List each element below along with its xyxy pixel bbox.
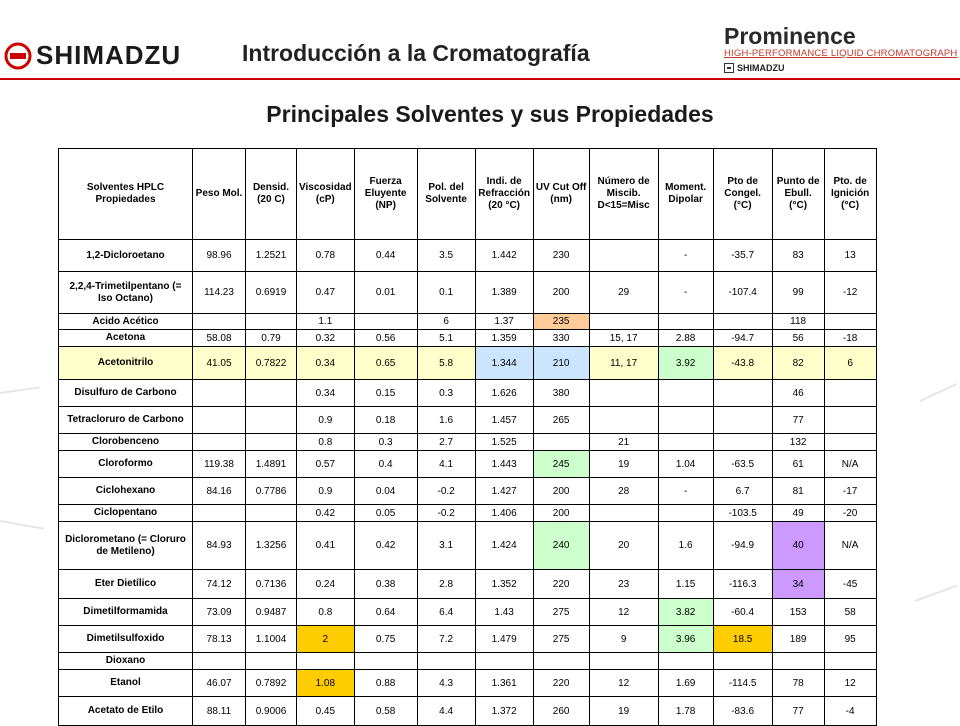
table-cell: 275	[533, 599, 589, 626]
table-cell: 245	[533, 451, 589, 478]
table-cell	[354, 653, 417, 670]
table-cell: 1.352	[475, 570, 533, 599]
table-cell: 1.443	[475, 451, 533, 478]
table-cell: -18	[824, 330, 876, 347]
table-cell	[297, 653, 355, 670]
table-cell	[658, 434, 713, 451]
table-row	[59, 522, 877, 570]
table-cell	[713, 314, 772, 330]
header-divider	[0, 78, 960, 80]
table-cell	[417, 653, 475, 670]
table-cell: -107.4	[713, 272, 772, 314]
table-cell: 0.7892	[246, 670, 297, 697]
shimadzu-mini-icon	[724, 63, 734, 73]
table-cell	[713, 380, 772, 407]
table-cell: 78.13	[193, 626, 246, 653]
table-cell	[589, 653, 658, 670]
table-cell: 0.24	[297, 570, 355, 599]
table-cell	[589, 240, 658, 272]
table-cell: 0.15	[354, 380, 417, 407]
table-cell: 0.41	[297, 522, 355, 570]
table-cell: 2.88	[658, 330, 713, 347]
table-cell: 1.69	[658, 670, 713, 697]
table-cell: -94.9	[713, 522, 772, 570]
table-cell	[246, 434, 297, 451]
table-cell	[533, 434, 589, 451]
table-cell: 3.92	[658, 347, 713, 380]
table-cell: 1.372	[475, 697, 533, 726]
table-cell: 0.4	[354, 451, 417, 478]
table-cell: -60.4	[713, 599, 772, 626]
background-streak	[920, 383, 957, 402]
table-cell: 0.38	[354, 570, 417, 599]
solvent-name: Tetracloruro de Carbono	[59, 407, 193, 434]
table-cell: 83	[772, 240, 824, 272]
table-cell: 330	[533, 330, 589, 347]
column-header: Pto. de Ignición (°C)	[824, 149, 876, 240]
page-title-text: Principales Solventes y sus Propiedades	[266, 101, 714, 127]
solvent-name: Ciclohexano	[59, 478, 193, 505]
table-cell: 0.64	[354, 599, 417, 626]
table-cell: 200	[533, 478, 589, 505]
table-cell	[193, 407, 246, 434]
table-cell: -0.2	[417, 505, 475, 522]
shimadzu-logo-icon	[4, 42, 32, 70]
table-cell: 21	[589, 434, 658, 451]
table-cell	[824, 407, 876, 434]
table-cell: -4	[824, 697, 876, 726]
table-cell	[713, 407, 772, 434]
table-cell: 61	[772, 451, 824, 478]
table-cell: 1.15	[658, 570, 713, 599]
table-cell: 1.479	[475, 626, 533, 653]
table-cell: 3.96	[658, 626, 713, 653]
table-cell: 1.6	[417, 407, 475, 434]
table-cell: 0.18	[354, 407, 417, 434]
table-row	[59, 599, 877, 626]
table-cell	[246, 407, 297, 434]
table-cell: 6	[824, 347, 876, 380]
table-cell: 0.34	[297, 380, 355, 407]
table-cell	[713, 653, 772, 670]
solvent-name: Dioxano	[59, 653, 193, 670]
table-cell: -12	[824, 272, 876, 314]
table-cell: -103.5	[713, 505, 772, 522]
table-cell: 0.8	[297, 599, 355, 626]
table-row	[59, 478, 877, 505]
table-cell: 0.42	[354, 522, 417, 570]
table-cell: 19	[589, 451, 658, 478]
background-streak	[0, 386, 40, 394]
column-header: Punto de Ebull. (°C)	[772, 149, 824, 240]
shimadzu-logo	[4, 40, 181, 71]
column-header: Indi. de Refracción (20 °C)	[475, 149, 533, 240]
solvent-name: Dimetilsulfoxido	[59, 626, 193, 653]
table-cell: 380	[533, 380, 589, 407]
table-cell	[824, 314, 876, 330]
table-cell: -63.5	[713, 451, 772, 478]
table-cell: 265	[533, 407, 589, 434]
table-cell: 1.37	[475, 314, 533, 330]
table-cell: -0.2	[417, 478, 475, 505]
table-cell: 6	[417, 314, 475, 330]
table-cell: -116.3	[713, 570, 772, 599]
table-cell: -35.7	[713, 240, 772, 272]
table-cell: 29	[589, 272, 658, 314]
table-row	[59, 626, 877, 653]
table-cell: 46.07	[193, 670, 246, 697]
solvent-name: Ciclopentano	[59, 505, 193, 522]
table-cell: 0.42	[297, 505, 355, 522]
table-cell: 82	[772, 347, 824, 380]
table-cell: N/A	[824, 451, 876, 478]
table-cell: 58.08	[193, 330, 246, 347]
table-cell: 114.23	[193, 272, 246, 314]
table-cell: 119.38	[193, 451, 246, 478]
table-cell: -	[658, 272, 713, 314]
table-cell: 1.78	[658, 697, 713, 726]
table-cell: 0.75	[354, 626, 417, 653]
table-cell	[658, 505, 713, 522]
table-cell: 7.2	[417, 626, 475, 653]
table-cell: 58	[824, 599, 876, 626]
table-cell: 0.34	[297, 347, 355, 380]
page-title	[0, 101, 960, 128]
table-cell: 1.4891	[246, 451, 297, 478]
table-cell: -83.6	[713, 697, 772, 726]
table-cell: -	[658, 478, 713, 505]
prominence-logo	[724, 24, 957, 73]
table-cell	[193, 380, 246, 407]
table-row	[59, 570, 877, 599]
table-cell: 200	[533, 505, 589, 522]
table-cell: 189	[772, 626, 824, 653]
table-row	[59, 434, 877, 451]
table-cell: 1.406	[475, 505, 533, 522]
table-cell: 1.442	[475, 240, 533, 272]
table-cell: 2	[297, 626, 355, 653]
header-title: Introducción a la Cromatografía	[242, 40, 590, 66]
table-row	[59, 330, 877, 347]
column-header: Número de Miscib. D<15=Misc	[589, 149, 658, 240]
table-cell: 77	[772, 407, 824, 434]
table-cell: 18.5	[713, 626, 772, 653]
table-cell: 118	[772, 314, 824, 330]
table-cell: 240	[533, 522, 589, 570]
table-cell	[658, 380, 713, 407]
table-cell: 84.93	[193, 522, 246, 570]
table-cell: 132	[772, 434, 824, 451]
table-cell: 84.16	[193, 478, 246, 505]
solvent-name: Acetonitrilo	[59, 347, 193, 380]
table-cell: 81	[772, 478, 824, 505]
table-cell: 4.3	[417, 670, 475, 697]
table-cell	[713, 434, 772, 451]
table-cell: 1.525	[475, 434, 533, 451]
table-cell: 46	[772, 380, 824, 407]
table-row	[59, 451, 877, 478]
table-cell	[246, 653, 297, 670]
table-cell: 98.96	[193, 240, 246, 272]
table-cell	[589, 505, 658, 522]
table-cell: 0.3	[417, 380, 475, 407]
column-header: Moment. Dipolar	[658, 149, 713, 240]
solvent-name: Diclorometano (= Cloruro de Metileno)	[59, 522, 193, 570]
table-cell: -45	[824, 570, 876, 599]
table-cell	[589, 380, 658, 407]
table-row	[59, 272, 877, 314]
table-cell: 0.57	[297, 451, 355, 478]
table-cell: N/A	[824, 522, 876, 570]
table-cell	[354, 314, 417, 330]
table-cell: 153	[772, 599, 824, 626]
table-cell: 1.427	[475, 478, 533, 505]
table-cell	[589, 407, 658, 434]
table-cell: 40	[772, 522, 824, 570]
table-cell: 73.09	[193, 599, 246, 626]
table-cell: 0.6919	[246, 272, 297, 314]
table-cell: 19	[589, 697, 658, 726]
table-cell: 99	[772, 272, 824, 314]
table-cell: 1.43	[475, 599, 533, 626]
table-cell	[193, 314, 246, 330]
table-cell: 1.1004	[246, 626, 297, 653]
table-cell: 28	[589, 478, 658, 505]
table-cell: 78	[772, 670, 824, 697]
table-cell: 2.8	[417, 570, 475, 599]
table-cell: 34	[772, 570, 824, 599]
table-cell: 3.82	[658, 599, 713, 626]
solvent-name: Acido Acético	[59, 314, 193, 330]
background-streak	[0, 520, 44, 530]
table-cell: 41.05	[193, 347, 246, 380]
table-cell: 0.56	[354, 330, 417, 347]
table-cell: 220	[533, 670, 589, 697]
solvent-name: Etanol	[59, 670, 193, 697]
table-cell: 1.389	[475, 272, 533, 314]
column-header: Solventes HPLC Propiedades	[59, 149, 193, 240]
table-cell: 0.32	[297, 330, 355, 347]
column-header: UV Cut Off (nm)	[533, 149, 589, 240]
table-row	[59, 407, 877, 434]
table-cell: 13	[824, 240, 876, 272]
solvent-name: Dimetilformamida	[59, 599, 193, 626]
table-cell: 0.9006	[246, 697, 297, 726]
table-cell: 1.626	[475, 380, 533, 407]
table-cell: 4.4	[417, 697, 475, 726]
table-cell: 1.359	[475, 330, 533, 347]
table-cell: 23	[589, 570, 658, 599]
table-cell: 0.7136	[246, 570, 297, 599]
table-cell: 0.45	[297, 697, 355, 726]
table-cell: 15, 17	[589, 330, 658, 347]
solvent-name: 2,2,4-Trimetilpentano (= Iso Octano)	[59, 272, 193, 314]
table-cell: 0.01	[354, 272, 417, 314]
table-cell: 0.65	[354, 347, 417, 380]
table-cell	[246, 505, 297, 522]
table-cell: 0.7786	[246, 478, 297, 505]
product-subtitle: HIGH-PERFORMANCE LIQUID CHROMATOGRAPH	[724, 48, 958, 59]
table-cell: 1.1	[297, 314, 355, 330]
table-cell: 0.58	[354, 697, 417, 726]
table-cell: 0.78	[297, 240, 355, 272]
table-cell	[658, 407, 713, 434]
table-row	[59, 697, 877, 726]
table-cell: 0.47	[297, 272, 355, 314]
table-cell: 0.1	[417, 272, 475, 314]
table-cell: 20	[589, 522, 658, 570]
solvent-name: Disulfuro de Carbono	[59, 380, 193, 407]
table-cell	[246, 314, 297, 330]
table-cell: 3.5	[417, 240, 475, 272]
column-header: Pto de Congel. (°C)	[713, 149, 772, 240]
table-cell	[193, 653, 246, 670]
table-cell: 12	[824, 670, 876, 697]
table-cell: 88.11	[193, 697, 246, 726]
product-brand	[724, 63, 957, 73]
table-row	[59, 505, 877, 522]
table-cell: -	[658, 240, 713, 272]
table-cell: 11, 17	[589, 347, 658, 380]
table-cell: 56	[772, 330, 824, 347]
solvent-name: Clorobenceno	[59, 434, 193, 451]
column-header: Fuerza Eluyente (NP)	[354, 149, 417, 240]
column-header: Pol. del Solvente	[417, 149, 475, 240]
table-cell: 1.6	[658, 522, 713, 570]
table-cell	[193, 434, 246, 451]
table-cell: -20	[824, 505, 876, 522]
table-cell: 220	[533, 570, 589, 599]
table-cell: 5.1	[417, 330, 475, 347]
table-cell: 200	[533, 272, 589, 314]
table-cell: 5.8	[417, 347, 475, 380]
table-cell: 2.7	[417, 434, 475, 451]
table-cell: 9	[589, 626, 658, 653]
table-cell: -43.8	[713, 347, 772, 380]
table-cell: 235	[533, 314, 589, 330]
table-cell: 0.44	[354, 240, 417, 272]
table-cell: 230	[533, 240, 589, 272]
table-row	[59, 240, 877, 272]
table-cell: 1.08	[297, 670, 355, 697]
column-header: Peso Mol.	[193, 149, 246, 240]
table-cell: 0.79	[246, 330, 297, 347]
shimadzu-logo-text: SHIMADZU	[36, 40, 182, 70]
table-cell: -94.7	[713, 330, 772, 347]
solvent-name: 1,2-Dicloroetano	[59, 240, 193, 272]
table-cell	[533, 653, 589, 670]
table-cell: -17	[824, 478, 876, 505]
table-row	[59, 347, 877, 380]
column-header: Densid. (20 C)	[246, 149, 297, 240]
table-cell	[475, 653, 533, 670]
table-cell	[824, 380, 876, 407]
solvent-name: Cloroformo	[59, 451, 193, 478]
table-cell	[658, 314, 713, 330]
table-cell: 4.1	[417, 451, 475, 478]
solvents-table	[58, 148, 877, 726]
column-header: Viscosidad (cP)	[297, 149, 355, 240]
table-cell: 0.9487	[246, 599, 297, 626]
table-cell: 0.9	[297, 407, 355, 434]
table-cell: 1.361	[475, 670, 533, 697]
table-cell: 1.04	[658, 451, 713, 478]
table-cell: 260	[533, 697, 589, 726]
table-cell: 77	[772, 697, 824, 726]
table-cell: 12	[589, 599, 658, 626]
table-row	[59, 314, 877, 330]
product-brand-text: SHIMADZU	[737, 63, 785, 73]
table-cell: 275	[533, 626, 589, 653]
table-cell	[772, 653, 824, 670]
table-row	[59, 653, 877, 670]
solvent-name: Acetato de Etilo	[59, 697, 193, 726]
table-row	[59, 380, 877, 407]
table-cell: 6.7	[713, 478, 772, 505]
table-cell: 1.424	[475, 522, 533, 570]
background-streak	[915, 585, 958, 602]
table-cell: 49	[772, 505, 824, 522]
table-cell: 3.1	[417, 522, 475, 570]
table-cell: 0.88	[354, 670, 417, 697]
product-name: Prominence	[724, 23, 856, 49]
table-cell: 0.8	[297, 434, 355, 451]
table-cell: 1.3256	[246, 522, 297, 570]
table-row	[59, 670, 877, 697]
solvent-name: Acetona	[59, 330, 193, 347]
table-cell: 1.2521	[246, 240, 297, 272]
table-cell: 0.9	[297, 478, 355, 505]
table-header-row	[59, 149, 877, 240]
table-cell	[193, 505, 246, 522]
table-cell: -114.5	[713, 670, 772, 697]
table-cell: 95	[824, 626, 876, 653]
table-cell	[246, 380, 297, 407]
solvent-name: Eter Dietílico	[59, 570, 193, 599]
table-cell: 12	[589, 670, 658, 697]
table-cell	[589, 314, 658, 330]
table-cell: 1.457	[475, 407, 533, 434]
table-cell: 0.05	[354, 505, 417, 522]
table-cell: 6.4	[417, 599, 475, 626]
table-cell: 210	[533, 347, 589, 380]
table-cell: 0.7822	[246, 347, 297, 380]
table-cell	[824, 653, 876, 670]
table-cell	[824, 434, 876, 451]
table-cell: 0.04	[354, 478, 417, 505]
table-cell	[658, 653, 713, 670]
table-cell: 74.12	[193, 570, 246, 599]
table-cell: 1.344	[475, 347, 533, 380]
table-cell: 0.3	[354, 434, 417, 451]
